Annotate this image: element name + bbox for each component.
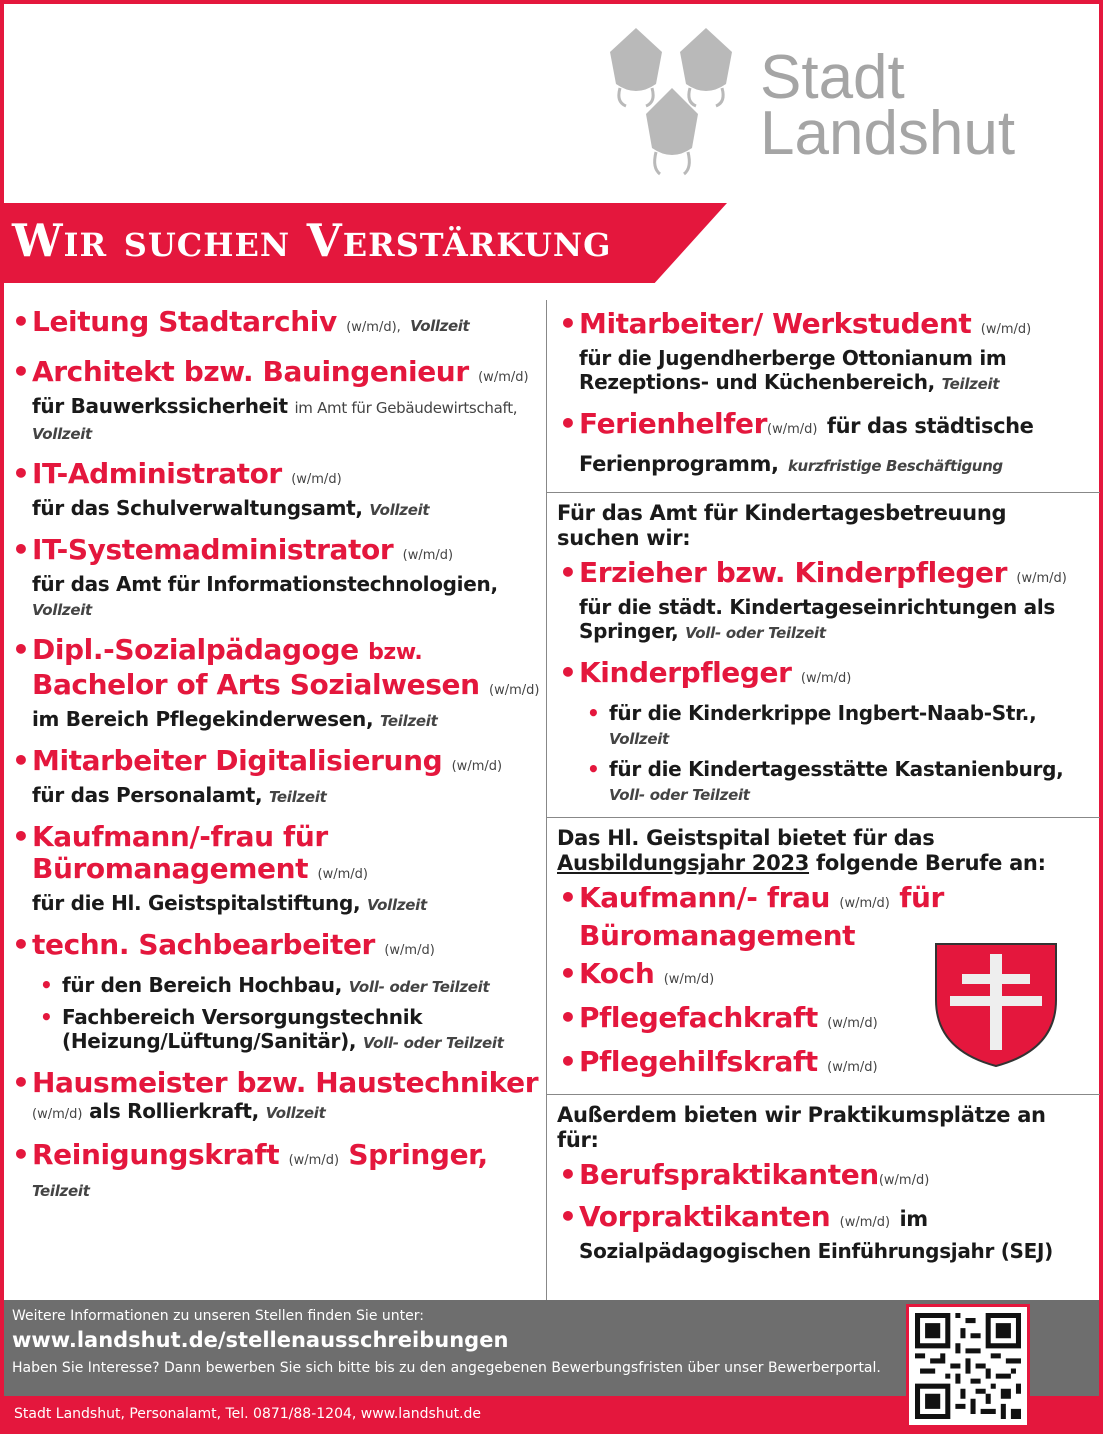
job-item: • techn. Sachbearbeiter (w/m/d) • für den Bereich Hochbau, Voll- oder Teilzeit • Fachbereich Versorgungstechnik (Heizung/Lüftung/Sanitär), Voll- oder Teilzeit: [12, 928, 504, 1053]
job-item: • Mitarbeiter/ Werkstudent (w/m/d) für die Jugendherberge Ottonianum im Rezeptions- und Küchenbereich, Teilzeit: [559, 307, 1032, 394]
job-item: • Pflegefachkraft (w/m/d): [559, 1001, 878, 1034]
job-item: • Erzieher bzw. Kinderpfleger (w/m/d) für die städt. Kindertageseinrichtungen als Springer, Voll- oder Teilzeit: [559, 556, 1067, 643]
job-item: • Leitung Stadtarchiv (w/m/d), Vollzeit: [12, 305, 470, 338]
job-item: • Dipl.-Sozialpädagoge bzw. Bachelor of Arts Sozialwesen (w/m/d) im Bereich Pflegekinderwesen, Teilzeit: [12, 633, 540, 731]
job-item: • IT-Administrator (w/m/d) für das Schulverwaltungsamt, Vollzeit: [12, 457, 430, 520]
qr-code-icon: [915, 1313, 1021, 1419]
job-list-right: [546, 300, 1100, 1300]
section-general: [547, 300, 1100, 493]
footer-contact: Stadt Landshut, Personalamt, Tel. 0871/88-1204, www.landshut.de: [4, 1396, 1099, 1430]
city-logo-text: Stadt Landshut: [760, 43, 1016, 168]
job-item: • Reinigungskraft (w/m/d) Springer, Teilzeit: [12, 1138, 488, 1200]
job-item: • Pflegehilfskraft (w/m/d): [559, 1045, 878, 1078]
job-item: • Kaufmann/-frau für Büromanagement (w/m/d) für die Hl. Geistspitalstiftung, Vollzeit: [12, 820, 427, 915]
job-item: • Berufspraktikanten(w/m/d): [559, 1158, 930, 1191]
footer-url-link[interactable]: www.landshut.de/stellenausschreibungen: [12, 1328, 509, 1352]
job-list-left: [10, 306, 540, 1215]
section-kita: Für das Amt für Kindertagesbetreuung suchen wir: • Erzieher bzw. Kinderpfleger (w/m/d) für die städt. Kindertageseinrichtungen als Springer, Voll- oder Teilzeit • Kinderpfleger (w/m/d) • für die Kinderkrippe Ingbert-Naab-Str., Vollzeit • für die Kindertagesstätte Kastanienburg, Voll- oder Teilzeit: [547, 493, 1100, 818]
headline-text: Wir suchen Verstärkung: [12, 214, 612, 267]
job-item: • IT-Systemadministrator (w/m/d) für das Amt für Informationstechnologien, Vollzeit: [12, 533, 498, 619]
job-item: • Hausmeister bzw. Haustechniker (w/m/d) als Rollierkraft, Vollzeit: [12, 1066, 539, 1123]
section-ausbildung: Das Hl. Geistspital bietet für das Ausbildungsjahr 2023 folgende Berufe an: • Kaufmann/- frau (w/m/d) für Büromanagement • Koch (w/m/d) • Pflegefachkraft (w/m/d) • Pflegehilfskraft (w/m/d): [547, 818, 1100, 1095]
footer-info: Weitere Informationen zu unseren Stellen finden Sie unter: www.landshut.de/stellenausschreibungen Haben Sie Interesse? Dann bewerben Sie sich bitte bis zu den angegebenen Bewerbungsfristen über unser Bewerberportal.: [4, 1300, 1099, 1396]
section-praktikum: Außerdem bieten wir Praktikumsplätze an für: • Berufspraktikanten(w/m/d) • Vorpraktikanten (w/m/d) im Sozialpädagogischen Einführungsjahr (SEJ): [547, 1095, 1100, 1273]
qr-code[interactable]: [906, 1304, 1030, 1428]
job-item: • Koch (w/m/d): [559, 957, 715, 990]
job-item: • Ferienhelfer(w/m/d) für das städtische Ferienprogramm, kurzfristige Beschäftigung: [559, 407, 1034, 476]
job-item: • Mitarbeiter Digitalisierung (w/m/d) für das Personalamt, Teilzeit: [12, 744, 503, 807]
job-item: • Kinderpfleger (w/m/d) • für die Kinderkrippe Ingbert-Naab-Str., Vollzeit • für die Kindertagesstätte Kastanienburg, Voll- oder Teilzeit: [559, 656, 1064, 804]
job-item: • Architekt bzw. Bauingenieur (w/m/d) für Bauwerkssicherheit im Amt für Gebäudewirtschaft, Vollzeit: [12, 355, 529, 443]
coat-of-arms-icon: [932, 940, 1060, 1068]
job-item: • Kaufmann/- frau (w/m/d) für Büromanagement: [559, 881, 944, 952]
job-item: • Vorpraktikanten (w/m/d) im Sozialpädagogischen Einführungsjahr (SEJ): [559, 1200, 1054, 1263]
